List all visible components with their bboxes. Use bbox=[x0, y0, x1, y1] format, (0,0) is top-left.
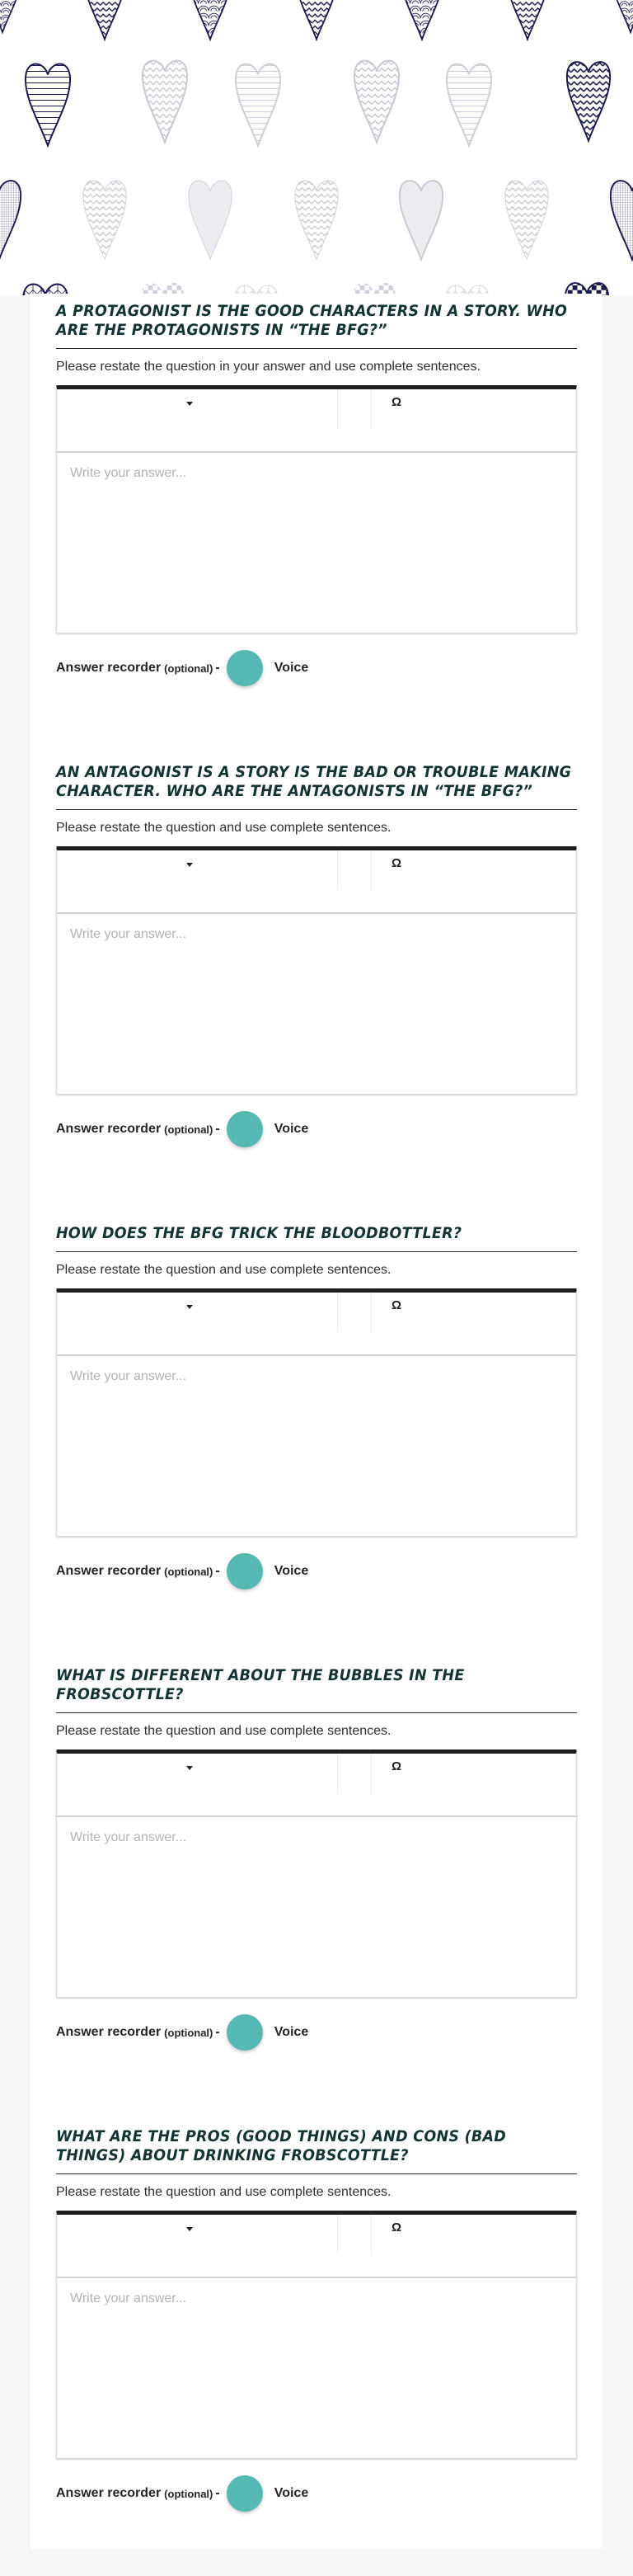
editor-toolbar bbox=[57, 1293, 576, 1356]
answer-input[interactable]: Write your answer... bbox=[70, 2291, 187, 2305]
voice-label: Voice bbox=[274, 2486, 309, 2500]
editor-toolbar bbox=[57, 389, 576, 453]
toolbar-separator bbox=[371, 2215, 372, 2254]
recorder-optional: (optional) bbox=[164, 2487, 213, 2500]
answer-editor bbox=[56, 2211, 577, 2459]
recorder-label: Answer recorder bbox=[56, 2486, 162, 2500]
record-voice-button[interactable] bbox=[227, 1553, 263, 1589]
answer-input[interactable]: Write your answer... bbox=[70, 466, 187, 480]
special-character-button[interactable]: Ω bbox=[391, 1759, 402, 1773]
voice-label: Voice bbox=[274, 2025, 309, 2039]
toolbar-separator bbox=[337, 2215, 338, 2254]
caret-down-icon bbox=[186, 1305, 193, 1309]
question-heading: HOW DOES THE BFG TRICK THE BLOODBOTTLER? bbox=[56, 1224, 462, 1242]
special-character-button[interactable]: Ω bbox=[391, 395, 402, 409]
record-voice-button[interactable] bbox=[227, 2475, 263, 2512]
record-voice-button[interactable] bbox=[227, 650, 263, 686]
question-instruction: Please restate the question and use complete sentences. bbox=[56, 821, 392, 835]
recorder-label: Answer recorder bbox=[56, 1122, 162, 1136]
recorder-label: Answer recorder bbox=[56, 1564, 162, 1578]
answer-editor bbox=[56, 385, 577, 633]
toolbar-separator bbox=[371, 1754, 372, 1793]
question-instruction: Please restate the question and use complete sentences. bbox=[56, 1263, 392, 1277]
recorder-dash: - bbox=[215, 2025, 220, 2039]
record-voice-button[interactable] bbox=[227, 1111, 263, 1147]
special-character-button[interactable]: Ω bbox=[391, 856, 402, 870]
recorder-label: Answer recorder bbox=[56, 2025, 162, 2039]
answer-editor bbox=[56, 846, 577, 1095]
toolbar-separator bbox=[337, 1754, 338, 1793]
answer-editor bbox=[56, 1750, 577, 1998]
answer-input[interactable]: Write your answer... bbox=[70, 1830, 187, 1844]
toolbar-separator bbox=[371, 850, 372, 890]
heading-divider bbox=[56, 809, 577, 810]
answer-recorder bbox=[56, 2013, 577, 2051]
question-instruction: Please restate the question and use complete sentences. bbox=[56, 2185, 392, 2199]
toolbar-separator bbox=[371, 1293, 372, 1332]
question-heading: WHAT IS DIFFERENT ABOUT THE BUBBLES IN THE FROBSCOTTLE? bbox=[56, 1666, 465, 1703]
question-block bbox=[56, 1665, 577, 2051]
toolbar-separator bbox=[337, 850, 338, 890]
toolbar-separator bbox=[337, 389, 338, 429]
answer-input[interactable]: Write your answer... bbox=[70, 927, 187, 941]
format-dropdown[interactable] bbox=[57, 1754, 337, 1795]
question-block bbox=[56, 761, 577, 1148]
question-block bbox=[56, 2126, 577, 2512]
recorder-optional: (optional) bbox=[164, 1565, 213, 1578]
answer-input[interactable]: Write your answer... bbox=[70, 1369, 187, 1383]
format-dropdown[interactable] bbox=[57, 2215, 337, 2256]
answer-recorder bbox=[56, 2475, 577, 2512]
toolbar-separator bbox=[371, 389, 372, 429]
voice-label: Voice bbox=[274, 661, 309, 675]
special-character-button[interactable]: Ω bbox=[391, 1298, 402, 1312]
editor-toolbar bbox=[57, 850, 576, 914]
question-instruction: Please restate the question in your answer and use complete sentences. bbox=[56, 360, 481, 374]
recorder-optional: (optional) bbox=[164, 2026, 213, 2039]
recorder-dash: - bbox=[215, 1122, 220, 1136]
question-heading: WHAT ARE THE PROS (GOOD THINGS) AND CONS (BAD THINGS) ABOUT DRINKING FROBSCOTTLE? bbox=[56, 2127, 507, 2164]
caret-down-icon bbox=[186, 863, 193, 867]
record-voice-button[interactable] bbox=[227, 2014, 263, 2051]
format-dropdown[interactable] bbox=[57, 1293, 337, 1334]
caret-down-icon bbox=[186, 402, 193, 406]
answer-recorder bbox=[56, 1552, 577, 1590]
recorder-dash: - bbox=[215, 2486, 220, 2500]
question-heading: AN ANTAGONIST IS A STORY IS THE BAD OR TROUBLE MAKING CHARACTER. WHO ARE THE ANTAGONISTS IN “THE BFG?” bbox=[56, 763, 572, 800]
editor-toolbar bbox=[57, 1754, 576, 1817]
recorder-dash: - bbox=[215, 661, 220, 675]
format-dropdown[interactable] bbox=[57, 850, 337, 892]
answer-recorder bbox=[56, 649, 577, 687]
toolbar-separator bbox=[337, 1293, 338, 1332]
caret-down-icon bbox=[186, 1766, 193, 1770]
answer-recorder bbox=[56, 1110, 577, 1148]
header-banner bbox=[0, 0, 633, 295]
question-heading: A PROTAGONIST IS THE GOOD CHARACTERS IN A STORY. WHO ARE THE PROTAGONISTS IN “THE BFG?” bbox=[56, 302, 568, 339]
question-block bbox=[56, 300, 577, 687]
hearts-pattern-icon bbox=[0, 0, 633, 295]
format-dropdown[interactable] bbox=[57, 389, 337, 431]
recorder-optional: (optional) bbox=[164, 1123, 213, 1136]
recorder-optional: (optional) bbox=[164, 662, 213, 675]
voice-label: Voice bbox=[274, 1564, 309, 1578]
heading-divider bbox=[56, 1251, 577, 1252]
question-instruction: Please restate the question and use complete sentences. bbox=[56, 1724, 392, 1738]
heading-divider bbox=[56, 348, 577, 349]
editor-toolbar bbox=[57, 2215, 576, 2278]
recorder-label: Answer recorder bbox=[56, 661, 162, 675]
recorder-dash: - bbox=[215, 1564, 220, 1578]
question-block bbox=[56, 1222, 577, 1590]
answer-editor bbox=[56, 1288, 577, 1537]
voice-label: Voice bbox=[274, 1122, 309, 1136]
heading-divider bbox=[56, 2173, 577, 2174]
special-character-button[interactable]: Ω bbox=[391, 2220, 402, 2235]
heading-divider bbox=[56, 1712, 577, 1713]
worksheet-card bbox=[30, 294, 602, 2549]
caret-down-icon bbox=[186, 2227, 193, 2231]
page-footer-space bbox=[0, 2549, 633, 2576]
